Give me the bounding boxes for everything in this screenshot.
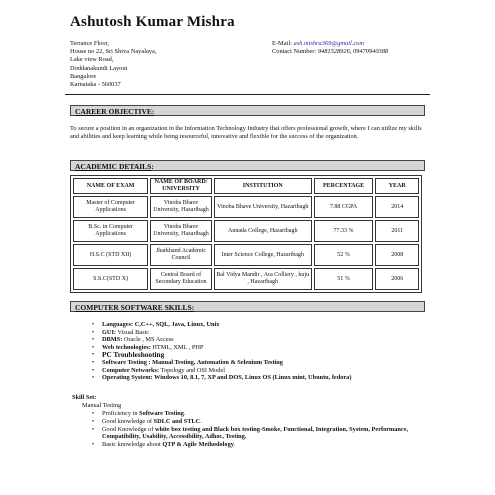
contact-block bbox=[272, 40, 388, 56]
table-cell: 7.88 CGPA bbox=[314, 196, 374, 218]
column-header: INSTITUTION bbox=[214, 178, 312, 194]
skill-value: Oracle , MS Access bbox=[122, 336, 174, 344]
column-header: PERCENTAGE bbox=[314, 178, 374, 194]
list-item bbox=[92, 351, 422, 359]
bullet-icon: • bbox=[92, 343, 95, 351]
phone-label: Contact Number: bbox=[272, 48, 317, 56]
item-end: . bbox=[200, 417, 202, 425]
address-line: House no 22, Sri Shiva Nayalaya, bbox=[70, 48, 157, 56]
table-cell: Master of Computer Applications bbox=[73, 196, 148, 218]
bullet-icon: • bbox=[92, 410, 95, 417]
table-cell: Annada College, Hazaribagh bbox=[214, 220, 312, 242]
bullet-icon: • bbox=[92, 366, 95, 374]
skill-value: C,C++, SQL, Java, Linux, Unix bbox=[133, 321, 220, 328]
skill-label: Languages: bbox=[102, 321, 134, 328]
table-cell: 2011 bbox=[375, 220, 419, 242]
table-cell: 51 % bbox=[314, 268, 374, 290]
list-item bbox=[92, 359, 422, 367]
table-cell: 2008 bbox=[375, 244, 419, 266]
section-title: CAREER OBJECTIVE: bbox=[75, 107, 155, 116]
item-text: Good knowledge of bbox=[102, 417, 154, 425]
email-link[interactable]: ash.mishra369@gmail.com bbox=[293, 40, 364, 47]
table-cell: 2006 bbox=[375, 268, 419, 290]
item-text: Basic knowledge about bbox=[102, 441, 163, 449]
address-line: Lake view Road, bbox=[70, 56, 114, 64]
table-cell: Vinoba Bhave University, Hazaribagh bbox=[214, 196, 312, 218]
table-cell: Vinoba Bhave University, Hazaribagh bbox=[150, 220, 212, 242]
academic-details-heading bbox=[70, 160, 425, 171]
career-objective-heading bbox=[70, 105, 425, 116]
table-cell: 77.33 % bbox=[314, 220, 374, 242]
skill-value: Windows 10, 8.1, 7, XP and DOS, Linux OS (Linux mint, Ubuntu, fedora) bbox=[152, 374, 352, 382]
address-line: Bangalore bbox=[70, 72, 97, 80]
list-item bbox=[92, 321, 422, 329]
item-text: Proficiency in bbox=[102, 410, 140, 417]
skill-value: Topology and OSI Model bbox=[159, 366, 225, 374]
table-row bbox=[73, 244, 419, 266]
table-cell: 2014 bbox=[375, 196, 419, 218]
bullet-icon: • bbox=[92, 336, 95, 344]
skill-label: GUI: bbox=[102, 328, 116, 336]
bullet-icon: • bbox=[92, 417, 95, 425]
table-row bbox=[73, 220, 419, 242]
divider bbox=[65, 94, 430, 95]
address-line: Doddanakundi Layout bbox=[70, 64, 128, 72]
table-cell: Central Board of Secondary Education bbox=[150, 268, 212, 290]
item-end: . bbox=[183, 410, 186, 417]
table-cell: Vinoba Bhave University, Hazaribagh bbox=[150, 196, 212, 218]
email-label: E-Mail: bbox=[272, 40, 292, 47]
skill-label: DBMS: bbox=[102, 336, 123, 344]
table-cell: Inter Science College, Hazaribagh bbox=[214, 244, 312, 266]
list-item bbox=[92, 441, 422, 449]
skill-label: Computer Networks: bbox=[102, 366, 160, 374]
section-title: ACADEMIC DETAILS bbox=[75, 162, 152, 171]
skill-label: PC Troubleshooting bbox=[102, 350, 165, 360]
bullet-icon: • bbox=[92, 328, 95, 336]
table-header-row bbox=[73, 178, 419, 194]
skill-label: Software Testing : bbox=[102, 358, 151, 366]
postal-address bbox=[70, 40, 156, 89]
skill-set-list bbox=[92, 410, 422, 449]
bullet-icon: • bbox=[92, 374, 95, 382]
bullet-icon: • bbox=[92, 425, 95, 433]
bullet-icon: • bbox=[92, 321, 95, 328]
table-cell: S.S.C(STD X) bbox=[73, 268, 148, 290]
table-cell: B.Sc. in Computer Applications bbox=[73, 220, 148, 242]
skill-label: Operating System: bbox=[102, 374, 153, 382]
item-emphasis: QTP & Agile Methodology bbox=[162, 441, 234, 449]
table-row bbox=[73, 268, 419, 290]
phone-line bbox=[272, 48, 388, 56]
table-cell: Jharkhand Academic Council bbox=[150, 244, 212, 266]
list-item bbox=[92, 426, 422, 442]
academic-table bbox=[70, 175, 422, 293]
software-skills-heading bbox=[70, 301, 425, 312]
list-item bbox=[92, 329, 422, 337]
section-title: COMPUTER SOFTWARE SKILLS: bbox=[75, 303, 195, 312]
skill-value: Visual Basic bbox=[116, 328, 150, 336]
column-header: NAME OF EXAM bbox=[73, 178, 148, 194]
table-row bbox=[73, 196, 419, 218]
column-header: NAME OF BOARD/ UNIVERSITY bbox=[150, 178, 212, 194]
skill-set-subtitle: Manual Testing bbox=[82, 402, 122, 409]
address-line: Terrance Floor, bbox=[70, 40, 110, 47]
item-emphasis: SDLC and STLC bbox=[153, 417, 201, 425]
list-item bbox=[92, 336, 422, 344]
skill-label: Web technologies: bbox=[102, 343, 151, 351]
list-item bbox=[92, 374, 422, 382]
candidate-name: Ashutosh Kumar Mishra bbox=[70, 14, 235, 30]
section-title-suffix: : bbox=[151, 162, 154, 171]
bullet-icon: • bbox=[92, 441, 95, 449]
email-line bbox=[272, 40, 388, 48]
table-cell: 52 % bbox=[314, 244, 374, 266]
skill-set-title: Skill Set: bbox=[72, 394, 97, 401]
item-text: Good Knowledge of bbox=[102, 425, 155, 433]
list-item bbox=[92, 418, 422, 426]
column-header: YEAR bbox=[375, 178, 419, 194]
career-objective-text: To secure a position in an organization in the Information Technology Industry that offers professional growth, where I can utilize my skills and abilities and keep learning while being resourceful, innovative and flexible for the success of the organization. bbox=[70, 125, 422, 140]
address-line: Karnataka - 560037 bbox=[70, 81, 121, 89]
software-skills-list bbox=[92, 321, 422, 382]
item-emphasis: Software Testing bbox=[139, 410, 184, 417]
list-item bbox=[92, 367, 422, 375]
table-cell: Bal Vidya Mandir , Ara Colliery , kuju , Hazaribagh bbox=[214, 268, 312, 290]
skill-value: HTML, XML , PHP bbox=[150, 343, 204, 351]
item-emphasis: white box testing and Black box testing-Smoke, Functional, Integration, System, Performance, Compatibility, Usability, Accessibility, Adhoc, Testing. bbox=[102, 425, 409, 441]
phone-number: 9481528926, 09470940388 bbox=[317, 48, 389, 56]
skill-value: Manual Testing, Automation & Selenium Testing bbox=[150, 358, 283, 366]
bullet-icon: • bbox=[92, 351, 95, 359]
table-cell: H.S.C (STD XII) bbox=[73, 244, 148, 266]
list-item bbox=[92, 410, 422, 418]
bullet-icon: • bbox=[92, 358, 95, 366]
item-end: . bbox=[233, 441, 236, 449]
